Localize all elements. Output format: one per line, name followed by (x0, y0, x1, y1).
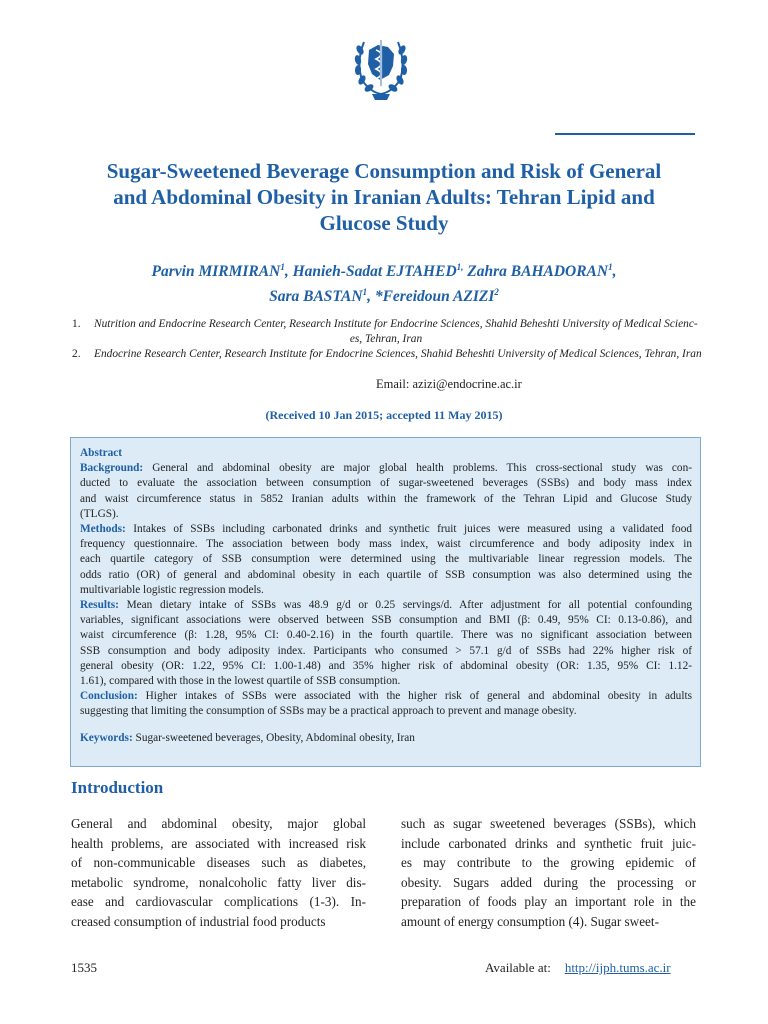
abstract-line: (TLGS). (80, 507, 119, 520)
affiliation-text: es, Tehran, Iran (349, 333, 423, 345)
keywords-row (80, 731, 692, 746)
author-name: Hanieh-Sadat EJTAHED (292, 263, 457, 281)
abstract-line: odds ratio (OR) of general and abdominal obesity in each quartile of SSB consumption was also determined using the (80, 568, 692, 581)
body-text-line: such as sugar sweetened beverages (SSBs), which (401, 816, 696, 831)
affiliation-1 (72, 317, 700, 347)
author-affiliation-sup: 1 (608, 262, 613, 272)
affiliation-text: Endocrine Research Center, Research Institute for Endocrine Sciences, Shahid Beheshti University of Medical Sciences, Tehran, Iran (94, 348, 702, 360)
abstract-text: General and abdominal obesity are major global health problems. This cross-sectional study was con- (152, 462, 692, 475)
intro-column-right (401, 814, 696, 931)
abstract-text: Intakes of SSBs including carbonated drinks and synthetic fruit juices were measured using a validated food (133, 523, 692, 536)
body-text-line: ease and cardiovascular complications (1-3). In- (71, 894, 366, 909)
author-affiliation-sup: 1 (280, 262, 285, 272)
journal-url-link[interactable]: http://ijph.tums.ac.ir (564, 960, 671, 975)
abstract-heading: Abstract (80, 447, 123, 459)
available-label: Available at: (485, 960, 551, 975)
body-text-line: amount of energy consumption (4). Sugar sweet- (401, 913, 659, 929)
received-dates: (Received 10 Jan 2015; accepted 11 May 2015) (265, 408, 503, 422)
abstract-line: ducted to evaluate the association between consumption of sugar-sweetened beverages (SSBs) and body mass index (80, 477, 692, 490)
author-list (60, 257, 708, 307)
body-text-line: preparation of foods play an important role in the (401, 894, 696, 909)
keywords-text: Sugar-sweetened beverages, Obesity, Abdominal obesity, Iran (135, 731, 415, 744)
title-line: Sugar-Sweetened Beverage Consumption and Risk of General (106, 159, 662, 183)
affiliation-2 (72, 347, 702, 362)
paper-title (60, 158, 708, 236)
abstract-text: Mean dietary intake of SSBs was 48.9 g/d or 0.25 servings/d. After adjustment for all potential confounding (126, 599, 692, 612)
author-name: Sara BASTAN (269, 288, 363, 306)
abstract-line: 1.61), compared with those in the lowest quartile of SSB consumption. (80, 675, 401, 688)
title-line: Glucose Study (319, 211, 449, 235)
conclusion-label: Conclusion: (80, 690, 138, 703)
author-separator: , (612, 263, 617, 281)
abstract-line (80, 522, 692, 537)
title-line: and Abdominal Obesity in Iranian Adults: Tehran Lipid and (113, 185, 655, 209)
corresponding-email: Email: azizi@endocrine.ac.ir (376, 377, 522, 391)
author-separator: , (367, 288, 375, 306)
author-affiliation-sup: 1 (362, 287, 368, 298)
page-number: 1535 (71, 960, 97, 975)
affiliation-number: 1. (72, 318, 81, 330)
abstract-line: each quartile category of SSB consumption were determined using the multivariable linear regression models. The (80, 553, 692, 566)
abstract-line: waist circumference (β: 1.28, 95% CI: 0.40-2.16) in the fourth quartile. There was no significant association between (80, 629, 692, 642)
body-text-line: es may contribute to the growing epidemic of (401, 855, 696, 870)
abstract-line: suggesting that limiting the consumption of SSBs may be a practical approach to prevent and manage obesity. (80, 705, 577, 718)
abstract-line: general obesity (OR: 1.22, 95% CI: 1.00-1.48) and 35% higher risk of abdominal obesity (OR: 1.35, 95% CI: 1.12- (80, 659, 692, 672)
journal-emblem-icon (352, 28, 410, 104)
body-text-line: General and abdominal obesity, major global (71, 816, 366, 831)
abstract-text: Higher intakes of SSBs were associated with the higher risk of general and abdominal obesity in adults (145, 690, 692, 703)
author-separator: , (284, 263, 293, 281)
body-text-line: health problems, are associated with increased risk (71, 835, 366, 851)
body-text-line: metabolic syndrome, nonalcoholic fatty liver dis- (71, 874, 366, 890)
affiliation-text: Nutrition and Endocrine Research Center, Research Institute for Endocrine Sciences, Shahid Beheshti University of Medical Scienc- (94, 318, 698, 330)
body-text-line: obesity. Sugars added during the processing or (401, 874, 696, 890)
header-rule (555, 133, 695, 135)
abstract-line (80, 461, 692, 476)
background-label: Background: (80, 462, 144, 475)
author-affiliation-sup: 2 (494, 287, 499, 298)
author-name: *Fereidoun AZIZI (374, 288, 495, 306)
abstract-line: frequency questionnaire. The association between body mass index, waist circumference and body adiposity index in (80, 538, 692, 551)
footer-availability (485, 960, 671, 976)
abstract-line: variables, significant associations were observed between SSB consumption and BMI (β: 0.49, 95% CI: 0.13-0.86), and (80, 614, 692, 627)
intro-column-left (71, 814, 366, 931)
body-text-line: include carbonated drinks and synthetic fruit juic- (401, 835, 696, 851)
author-name: Zahra BAHADORAN (467, 263, 609, 281)
abstract-line (80, 598, 692, 613)
author-name: Parvin MIRMIRAN (151, 263, 281, 281)
abstract-line (80, 689, 692, 704)
body-text-line: of non-communicable diseases such as diabetes, (71, 855, 366, 870)
author-affiliation-sup: 1, (456, 262, 464, 272)
introduction-heading: Introduction (71, 778, 164, 797)
methods-label: Methods: (80, 523, 126, 536)
keywords-label: Keywords: (80, 731, 133, 744)
body-text-line: creased consumption of industrial food products (71, 913, 326, 929)
abstract-line: SSB consumption and body adiposity index. Participants who consumed > 57.1 g/d of SSBs had 22% higher risk of (80, 644, 692, 657)
abstract-line: multivariable logistic regression models. (80, 583, 264, 596)
results-label: Results: (80, 599, 119, 612)
abstract-box (70, 437, 701, 767)
abstract-line: and waist circumference status in 5852 Iranian adults within the framework of the Tehran Lipid and Glucose Study (80, 492, 692, 505)
affiliation-number: 2. (72, 348, 81, 360)
